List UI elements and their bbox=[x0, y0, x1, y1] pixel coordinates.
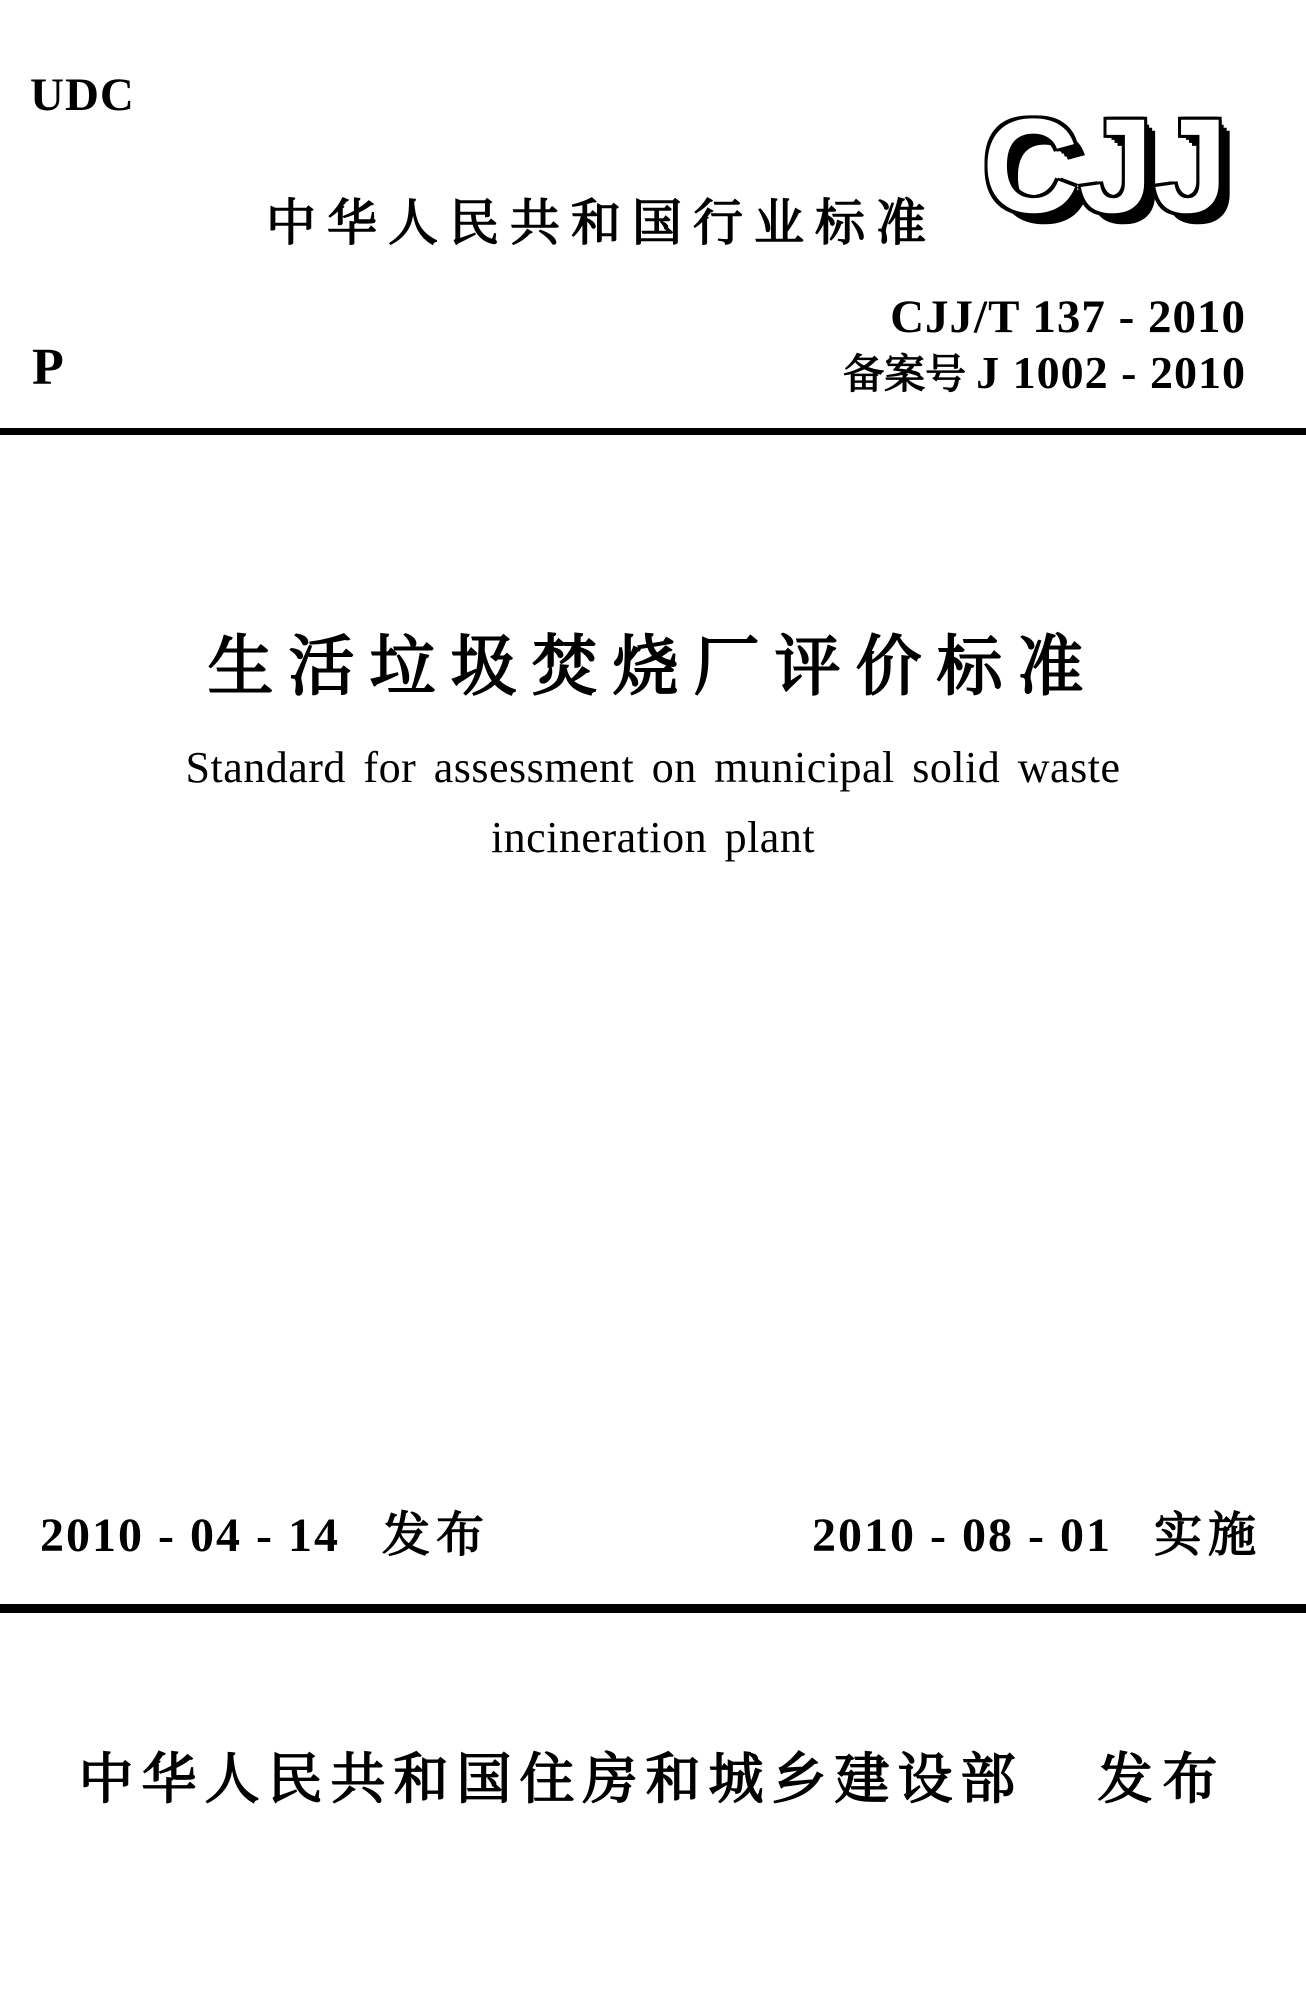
document-title-english-line1: Standard for assessment on municipal solid waste bbox=[185, 743, 1121, 792]
implement-date-group bbox=[812, 1509, 1262, 1562]
cjj-logo: CJJ bbox=[982, 92, 1228, 241]
implement-label: 实施 bbox=[1153, 1509, 1262, 1562]
record-number-label: 备案号 bbox=[843, 351, 967, 397]
record-number-value: J 1002 - 2010 bbox=[976, 347, 1246, 398]
udc-label: UDC bbox=[30, 69, 135, 121]
document-title-english-line2: incineration plant bbox=[490, 813, 816, 862]
standard-number: CJJ/T 137 - 2010 bbox=[890, 291, 1246, 343]
publisher-row bbox=[0, 1748, 1306, 1810]
publisher-action-label: 发布 bbox=[1097, 1748, 1228, 1810]
top-divider bbox=[0, 428, 1306, 435]
dates-row bbox=[40, 1509, 1262, 1562]
standard-type-heading: 中华人民共和国行业标准 bbox=[266, 195, 937, 251]
publisher-name: 中华人民共和国住房和城乡建设部 bbox=[78, 1748, 1024, 1810]
issue-label: 发布 bbox=[381, 1509, 490, 1562]
implement-date: 2010 - 08 - 01 bbox=[812, 1509, 1112, 1562]
issue-date: 2010 - 04 - 14 bbox=[40, 1509, 340, 1562]
classification-code: P bbox=[32, 339, 64, 396]
document-title-chinese: 生活垃圾焚烧厂评价标准 bbox=[207, 631, 1099, 704]
record-number bbox=[843, 347, 1246, 398]
issue-date-group bbox=[40, 1509, 490, 1562]
bottom-divider bbox=[0, 1604, 1306, 1613]
